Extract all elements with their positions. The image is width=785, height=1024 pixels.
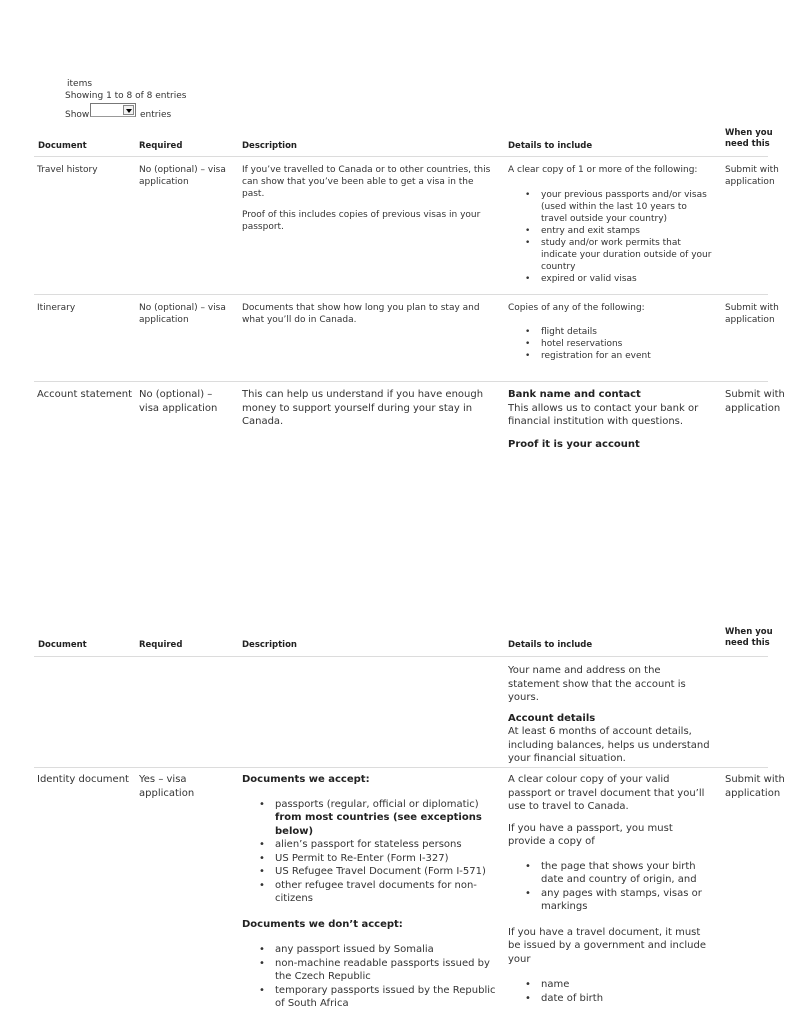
description-text: If you’ve travelled to Canada or to other countries, this can show that you’ve been able to get a visa in the past.	[242, 165, 491, 199]
details-text: Your name and address on the statement show that the account is yours.	[508, 665, 686, 703]
list-item-text: passports (regular, official or diplomatic)	[275, 798, 479, 810]
when-cell: Submit with application	[725, 774, 785, 799]
details-intro: Copies of any of the following:	[508, 303, 645, 313]
list-item: • hotel reservations	[508, 338, 713, 350]
list-item	[242, 798, 500, 839]
description-text: Proof of this includes copies of previous visas in your passport.	[242, 210, 481, 232]
list-item: • US Permit to Re-Enter (Form I-327)	[242, 852, 500, 866]
list-item: • your previous passports and/or visas (used within the last 10 years to travel outside your country)	[508, 189, 713, 225]
reject-heading: Documents we don’t accept:	[242, 918, 403, 930]
list-item: • date of birth	[508, 992, 713, 1006]
column-header-when[interactable]: When you need this	[725, 627, 773, 648]
column-header-required[interactable]: Required	[139, 640, 183, 650]
details-text: If you have a travel document, it must be issued by a government and include your	[508, 926, 707, 965]
header-divider	[34, 656, 768, 657]
list-item: • registration for an event	[508, 350, 713, 362]
details-cell	[508, 164, 713, 285]
details-list	[508, 860, 713, 914]
column-header-details[interactable]: Details to include	[508, 640, 593, 650]
row-divider	[34, 767, 768, 768]
column-header-document[interactable]: Document	[38, 640, 87, 650]
list-item: • non-machine readable passports issued by the Czech Republic	[242, 957, 500, 984]
description-cell: Documents that show how long you plan to stay and what you’ll do in Canada.	[242, 303, 480, 325]
when-cell: Submit with application	[725, 303, 779, 325]
when-cell: Submit with application	[725, 389, 785, 414]
details-cell	[508, 773, 713, 1005]
page-length-select[interactable]	[90, 103, 136, 117]
details-text: This allows us to contact your bank or financial institution with questions.	[508, 402, 699, 427]
column-header-description[interactable]: Description	[242, 640, 297, 650]
details-heading: Account details	[508, 712, 596, 724]
required-cell: Yes – visa application	[139, 774, 195, 799]
column-header-required[interactable]: Required	[139, 141, 183, 151]
details-cell	[508, 388, 713, 451]
details-list	[508, 978, 713, 1005]
details-heading: Bank name and contact	[508, 389, 641, 400]
details-heading: Proof it is your account	[508, 438, 640, 450]
when-cell: Submit with application	[725, 165, 779, 187]
reject-list	[242, 943, 500, 1011]
required-cell: No (optional) – visa application	[139, 303, 226, 325]
list-item: • expired or valid visas	[508, 273, 713, 285]
list-item: • any passport issued by Somalia	[242, 943, 500, 957]
column-header-document[interactable]: Document	[38, 141, 87, 151]
column-header-details[interactable]: Details to include	[508, 141, 593, 151]
details-text: If you have a passport, you must provide a copy of	[508, 822, 673, 847]
details-list	[508, 189, 713, 285]
accept-list	[242, 798, 500, 906]
details-intro: A clear copy of 1 or more of the following:	[508, 165, 698, 175]
accept-heading: Documents we accept:	[242, 774, 370, 785]
show-label: Show	[65, 110, 90, 120]
document-cell: Account statement	[37, 389, 133, 400]
row-divider	[34, 294, 768, 295]
document-cell: Identity document	[37, 774, 129, 785]
required-cell: No (optional) – visa application	[139, 389, 218, 414]
document-cell: Itinerary	[37, 303, 76, 313]
chevron-down-icon[interactable]	[123, 105, 134, 115]
list-item: • flight details	[508, 326, 713, 338]
list-item: • alien’s passport for stateless persons	[242, 838, 500, 852]
row-divider	[34, 381, 768, 382]
list-item: • entry and exit stamps	[508, 225, 713, 237]
list-item: • other refugee travel documents for non-citizens	[242, 879, 500, 906]
list-item: • name	[508, 978, 713, 992]
header-divider	[34, 156, 768, 157]
details-list	[508, 326, 713, 362]
entries-label: entries	[140, 110, 172, 120]
document-cell: Travel history	[37, 165, 98, 175]
description-cell	[242, 164, 498, 233]
details-text: A clear colour copy of your valid passport or travel document that you’ll use to travel to Canada.	[508, 774, 705, 812]
list-item: • temporary passports issued by the Republic of South Africa	[242, 984, 500, 1011]
list-item: • US Refugee Travel Document (Form I-571)	[242, 865, 500, 879]
column-header-description[interactable]: Description	[242, 141, 297, 151]
list-item: • the page that shows your birth date and country of origin, and	[508, 860, 713, 887]
list-item: • study and/or work permits that indicate your duration outside of your country	[508, 237, 713, 273]
entries-info: Showing 1 to 8 of 8 entries	[65, 91, 187, 101]
details-cell	[508, 664, 713, 766]
description-cell	[242, 773, 500, 1011]
description-cell: This can help us understand if you have enough money to support yourself during your stay in Canada.	[242, 389, 484, 427]
list-item: • any pages with stamps, visas or markings	[508, 887, 713, 914]
items-label: items	[67, 79, 93, 89]
column-header-when[interactable]: When you need this	[725, 128, 773, 149]
required-cell: No (optional) – visa application	[139, 165, 226, 187]
details-cell	[508, 302, 713, 362]
details-text: At least 6 months of account details, including balances, helps us understand your financial situation.	[508, 726, 710, 764]
list-item-emphasis: from most countries (see exceptions below)	[275, 812, 482, 837]
